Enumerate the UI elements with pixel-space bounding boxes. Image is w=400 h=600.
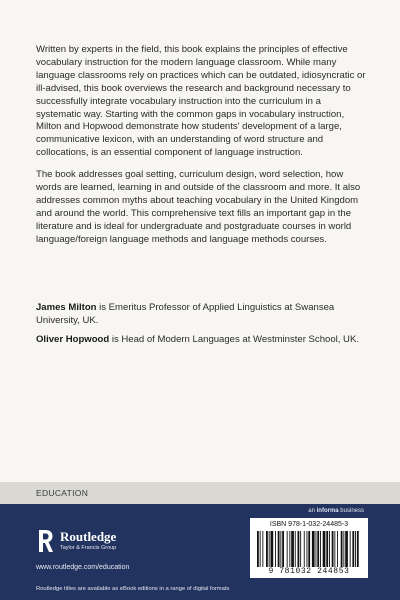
barcode-bar xyxy=(355,531,356,567)
barcode-bar xyxy=(300,531,301,567)
barcode-bar xyxy=(345,531,348,567)
barcode-bar xyxy=(334,531,335,567)
barcode-bar xyxy=(260,531,261,567)
barcode-bar xyxy=(316,531,317,567)
author-bio-2 xyxy=(36,334,376,347)
barcode-bar xyxy=(257,531,259,567)
barcode-bar xyxy=(275,531,276,567)
barcode-bar xyxy=(343,531,344,567)
barcode-bar xyxy=(317,531,319,567)
isbn-barcode xyxy=(250,518,368,578)
barcode-bar xyxy=(278,531,280,567)
barcode-bar xyxy=(262,531,263,567)
barcode-bar xyxy=(352,531,354,567)
barcode-bar xyxy=(320,531,321,567)
description-paragraph-1: Written by experts in the field, this book explains the principles of effective vocabulary instruction for the modern language classroom. While many language classrooms rely on practices which can be outdated, idiosyncratic or ill-advised, this book overviews the research and background necessary to successfully integrate vocabulary instruction into the curriculum in a systematic way. Starting with the common gaps in vocabulary instruction, Milton and Hopwood demonstrate how students' development of a large, communicative lexicon, with an understanding of word structure and collocations, is an essential component of language instruction. xyxy=(36,44,366,159)
barcode-bar xyxy=(332,531,334,567)
informa-bold: informa xyxy=(316,508,339,514)
barcode-bar xyxy=(323,531,326,567)
barcode-bar xyxy=(329,531,330,567)
barcode-bar xyxy=(291,531,294,567)
category-label: EDUCATION xyxy=(36,488,89,498)
isbn-label: ISBN 978-1-032-24485-3 xyxy=(269,521,349,528)
barcode-bar xyxy=(271,531,274,567)
barcode-bar xyxy=(295,531,296,567)
barcode-icon xyxy=(256,531,362,567)
author-name-2: Oliver Hopwood xyxy=(36,333,110,345)
author-text-1: is Emeritus Professor of Applied Linguistics at Swansea University, UK. xyxy=(36,302,335,326)
publisher-subtitle: Taylor & Francis Group xyxy=(60,545,117,551)
author-name-1: James Milton xyxy=(36,302,97,313)
author-bios xyxy=(36,302,376,353)
barcode-bar xyxy=(269,531,270,567)
barcode-bar xyxy=(287,531,288,567)
informa-tagline xyxy=(308,508,364,514)
barcode-bar xyxy=(289,531,290,567)
barcode-bar xyxy=(280,531,281,567)
category-band xyxy=(0,482,400,504)
barcode-bar xyxy=(337,531,338,567)
barcode-bar xyxy=(357,531,359,567)
barcode-bar xyxy=(350,531,351,567)
routledge-logo-icon xyxy=(36,528,54,554)
barcode-bar xyxy=(312,531,315,567)
barcode-bar xyxy=(282,531,284,567)
publisher-website: www.routledge.com/education xyxy=(36,564,130,571)
description-paragraph-2: The book addresses goal setting, curriculum design, word selection, how words are learned, learning in and outside of the classroom and more. It also addresses common myths about teaching vocabulary in the United Kingdom and around the world. This comprehensive text fills an important gap in the literature and is ideal for undergraduate and postgraduate courses in world language/foreign language methods and language methods courses. xyxy=(36,169,361,245)
ebook-note: Routledge titles are available as eBook editions in a range of digital formats xyxy=(36,586,230,592)
barcode-digits: 9 781032 244853 xyxy=(268,567,350,576)
barcode-bar xyxy=(308,531,310,567)
barcode-bar xyxy=(307,531,308,567)
book-description xyxy=(36,44,366,256)
barcode-bar xyxy=(326,531,328,567)
publisher-name: Routledge xyxy=(60,529,117,544)
barcode-bar xyxy=(298,531,300,567)
publisher-footer xyxy=(0,504,400,600)
informa-prefix: an xyxy=(308,508,317,514)
informa-suffix: business xyxy=(338,508,364,514)
author-bio-1 xyxy=(36,302,376,328)
barcode-bar xyxy=(266,531,268,567)
author-text-2: is Head of Modern Languages at Westminster School, UK. xyxy=(109,333,359,345)
barcode-bar xyxy=(341,531,343,567)
barcode-bar xyxy=(304,531,305,567)
